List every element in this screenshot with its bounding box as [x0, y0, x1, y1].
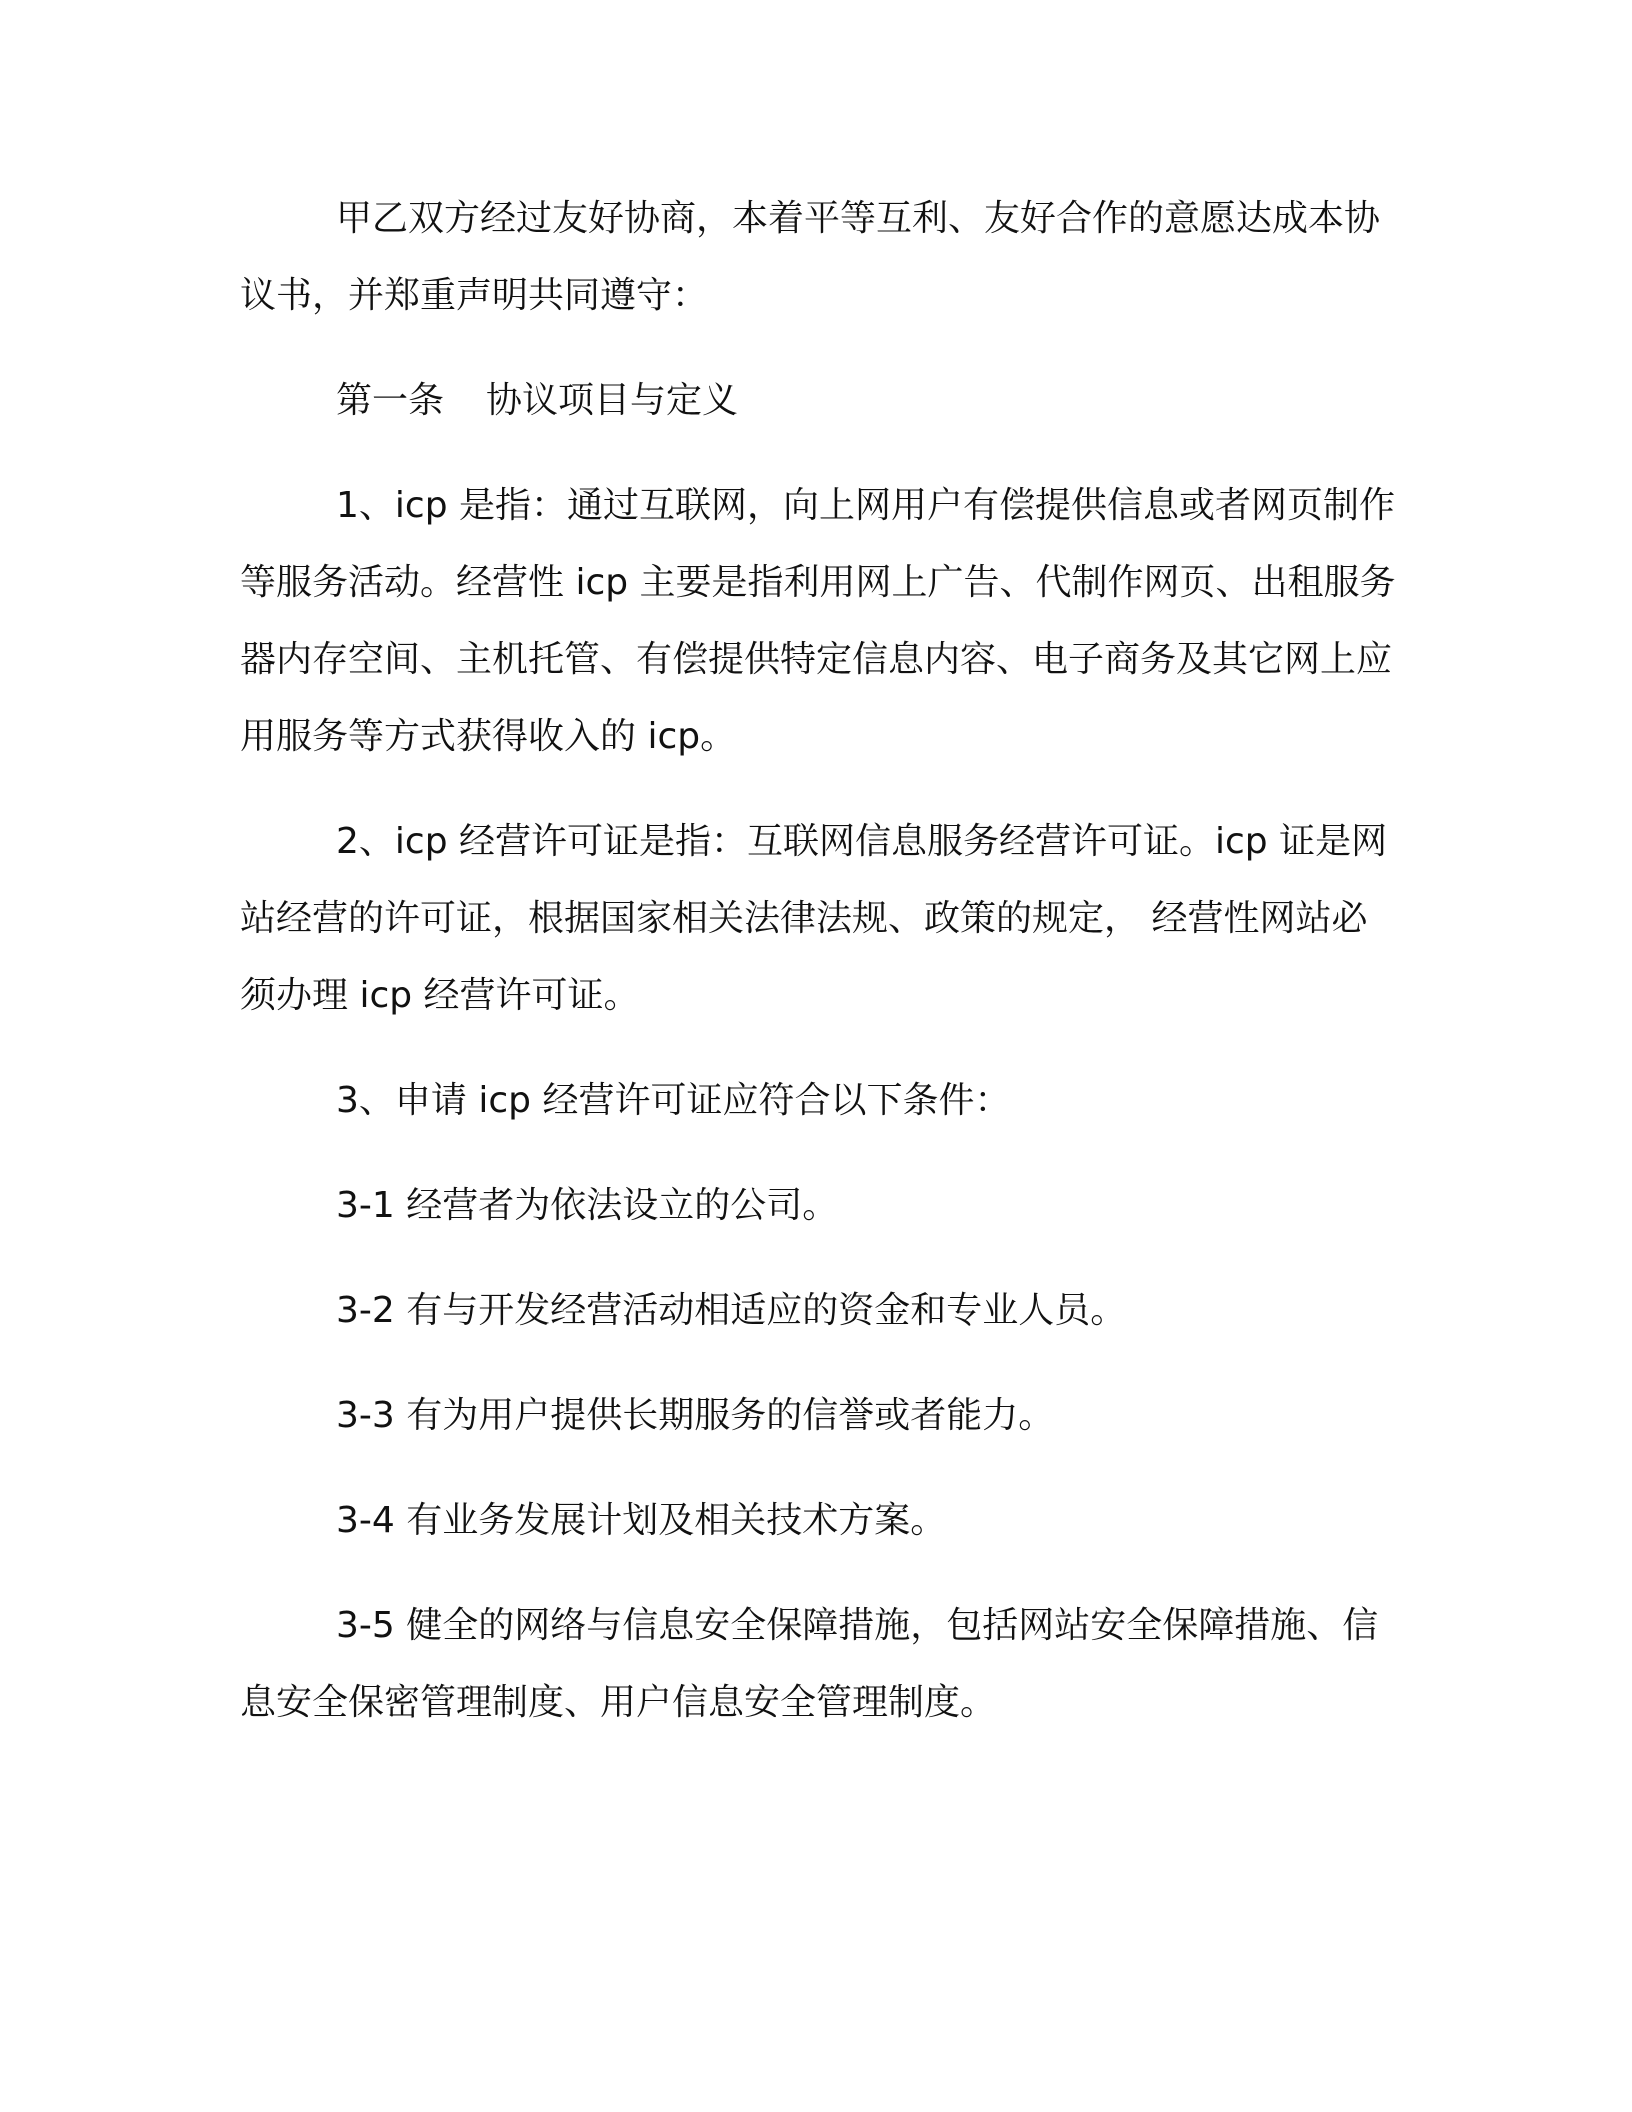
- condition-3-4: 3-4 有业务发展计划及相关技术方案。: [336, 1500, 947, 1541]
- definition-icp-paragraph: 1、icp 是指：通过互联网，向上网用户有偿提供信息或者网页制作等服务活动。经营性 icp 主要是指利用网上广告、代制作网页、出租服务器内存空间、主机托管、有偿提供特定信息内容、电子商务及其它网上应用服务等方式获得收入的 icp。: [240, 485, 1396, 757]
- article-number: 第一条: [336, 380, 445, 421]
- article-heading: [240, 362, 1400, 439]
- intro-paragraph: 甲乙双方经过友好协商，本着平等互利、友好合作的意愿达成本协议书，并郑重声明共同遵守：: [240, 198, 1381, 316]
- conditions-intro-paragraph: 3、申请 icp 经营许可证应符合以下条件：: [336, 1080, 1011, 1121]
- document-body: [240, 180, 1400, 1769]
- article-title: 协议项目与定义: [486, 380, 739, 421]
- condition-3-2: 3-2 有与开发经营活动相适应的资金和专业人员。: [336, 1290, 1127, 1331]
- condition-3-3: 3-3 有为用户提供长期服务的信誉或者能力。: [336, 1395, 1055, 1436]
- definition-license-paragraph: 2、icp 经营许可证是指：互联网信息服务经营许可证。icp 证是网站经营的许可证，根据国家相关法律法规、政策的规定， 经营性网站必须办理 icp 经营许可证。: [240, 821, 1388, 1016]
- condition-3-5: 3-5 健全的网络与信息安全保障措施，包括网站安全保障措施、信息安全保密管理制度、用户信息安全管理制度。: [240, 1605, 1379, 1723]
- condition-3-1: 3-1 经营者为依法设立的公司。: [336, 1185, 839, 1226]
